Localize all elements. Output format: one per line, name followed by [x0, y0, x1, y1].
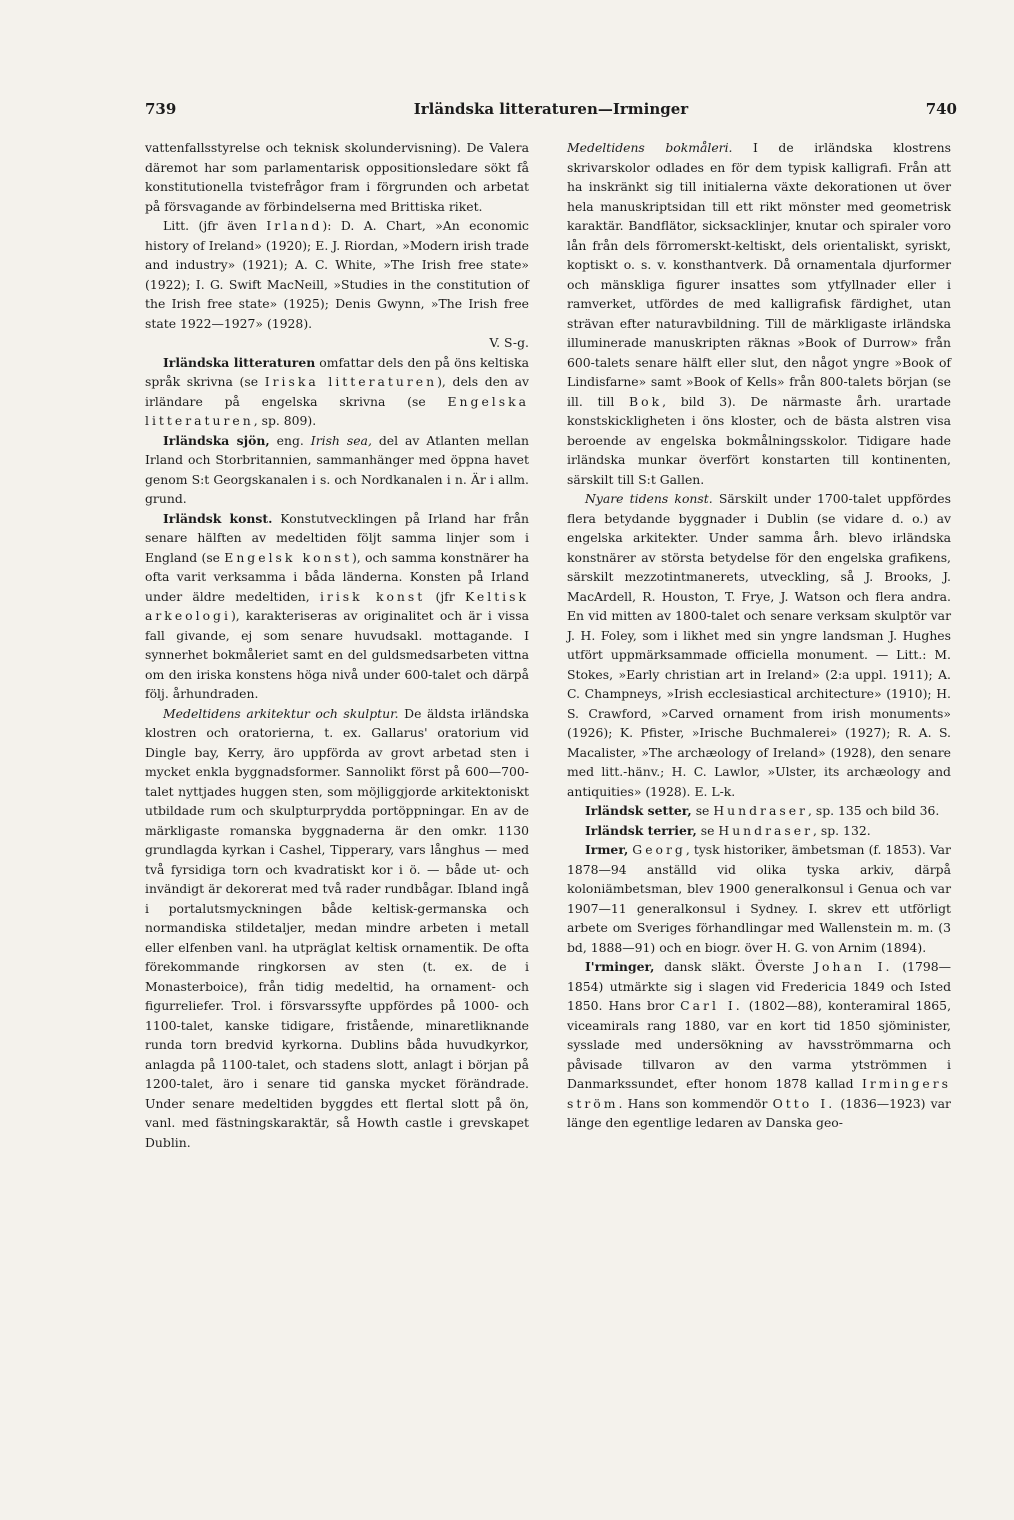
paragraph-continuation: vattenfallsstyrelse och teknisk skolundervisning). De Valera däremot har som parlamentarisk oppositionsledare sökt få konstitutionella tvistefrågor fram i förgrunden och arbetat på försvagande av förbindelserna med Brittiska riket.	[145, 140, 529, 214]
entry-headword: I'rminger,	[585, 959, 655, 974]
cross-reference: Engelsk konst	[224, 549, 352, 565]
cross-reference: Keltisk arkeologi	[145, 588, 529, 623]
entry-headword: Irländska litteraturen	[163, 354, 316, 370]
section-architecture: Medeltidens arkitektur och skulptur. De äldsta irländska klostren och oratorierna, t. ex. Gallarus' oratorium vid Dingle bay, Kerry, äro uppförda av grovt arbetad sten i mycket enkla byggnadsformer. Sannolikt först på 600—700-talet nyttjades huggen sten, som möjliggjorde arkitektoniskt utbildade rum och skulpturprydda portöppningar. En av de märkligaste romanska byggnaderna är den omkr. 1130 grundlagda kyrkan i Cashel, Tipperary, vars långhus — med två fyrsidiga torn och kvadratiskt kor i ö. — både ut- och invändigt är dekorerat med två rader rundbågar. Ibland ingå i portalutsmyckningen både keltisk-germanska och normandiska stildetaljer, medan mindre arbeten i metall eller elfenben vanl. ha utpräglat keltisk ornamentik. De ofta förekommande ringkorsen av sten (t. ex. de i Monasterboice), från tidig medeltid, ha ornament- och figurreliefer. Trol. i försvarssyfte uppfördes på 1000- och 1100-talet, kanske tidigare, fristående, minaretliknande runda torn bredvid kyrkorna. Dublins båda huvudkyrkor, anlagda på 1100-talet, och stadens slott, anlagt i början på 1200-talet, äro i senare tid ganska mycket förändrade. Under senare medeltiden byggdes ett flertal slott på ön, vanl. med fästningskaraktär, så Howth castle i grevskapet Dublin.	[145, 705, 529, 1150]
running-title: Irländska litteraturen—Irminger	[413, 100, 689, 118]
entry-headword: Irländsk setter,	[585, 803, 692, 818]
cross-reference: Hundraser	[713, 803, 808, 818]
entry-headword: Irländska sjön,	[163, 432, 270, 448]
signature: V. S-g.	[489, 335, 529, 350]
section-title: Medeltidens arkitektur och skulptur.	[163, 705, 399, 721]
cross-reference: Bok	[629, 393, 663, 409]
entry-headword: Irmer,	[585, 842, 629, 857]
entry-irlandsk-terrier: Irländsk terrier, se Hundraser, sp. 132.	[585, 822, 871, 838]
signature: E. L-k.	[694, 783, 736, 799]
entry-irlandsk-setter: Irländsk setter, se Hundraser, sp. 135 och bild 36.	[585, 803, 940, 818]
entry-irmer: Irmer, Georg, tysk historiker, ämbetsman (f. 1853). Var 1878—94 anställd vid olika tyska arkiv, därpå koloniämbetsman, blev 1900 generalkonsul i Genua och var 1907—11 generalkonsul i Sydney. I. skrev ett utförligt arbete om Sveriges förhandlingar med Wallenstein m. m. (3 bd, 1888—91) och en biogr. över H. G. von Arnim (1894).	[567, 842, 951, 955]
page-number-right: 740	[925, 100, 957, 118]
entry-headword: Irländsk konst.	[163, 510, 273, 526]
paragraph-literature: Litt. (jfr även Irland): D. A. Chart, »An economic history of Ireland» (1920); E. J. Riordan, »Modern irish trade and industry» (1921); A. C. White, »The Irish free state» (1922); I. G. Swift MacNeill, »Studies in the constitution of the Irish free state» (1925); Denis Gwynn, »The Irish free state 1922—1927» (1928).	[145, 218, 529, 331]
right-column	[567, 138, 951, 1133]
page-number-left: 739	[145, 100, 177, 118]
cross-reference: Engelska litteraturen	[145, 393, 529, 428]
entry-irlandska-litteraturen: Irländska litteraturen omfattar dels den på öns keltiska språk skrivna (se Iriska litteraturen), dels den av irländare på engelska skrivna (se Engelska litteraturen, sp. 809).	[145, 354, 530, 428]
section-title: Medeltidens bokmåleri.	[567, 140, 733, 155]
entry-irminger: I'rminger, dansk släkt. Överste Johan I. (1798—1854) utmärkte sig i slagen vid Fredericia 1849 och Isted 1850. Hans bror Carl I. (1802—88), konteramiral 1865, viceamirals rang 1880, var en kort tid 1850 sjöminister, sysslade med undersökning av havsströmmarna och påvisade tillvaron av den varma ytströmmen i Danmarkssundet, efter honom 1878 kallad Irmingers ström. Hans son kommendör Otto I. (1836—1923) var länge den egentlige ledaren av Danska geo-	[567, 959, 952, 1130]
left-column	[145, 138, 529, 1152]
section-modern-art: Nyare tidens konst. Särskilt under 1700-talet uppfördes flera betydande byggnader i Dublin (se vidare d. o.) av engelska arkitekter. Under samma årh. blevo irländska konstnärer av största betydelse för den engelska grafikens, särskilt mezzotintmanerets, utveckling, så J. Brooks, J. MacArdell, R. Houston, T. Frye, J. Watson och flera andra. En vid mitten av 1800-talet och senare verksam skulptör var J. H. Foley, som i likhet med sin yngre landsman J. Hughes utfört uppmärksammade officiella monument. — Litt.: M. Stokes, »Early christian art in Ireland» (2:a uppl. 1911); A. C. Champneys, »Irish ecclesiastical architecture» (1910); H. S. Crawford, »Carved ornament from irish monuments» (1926); K. Pfister, »Irische Buchmalerei» (1927); R. A. S. Macalister, »The archæology of Ireland» (1928), den senare med litt.-hänv.; H. C. Lawlor, »Ulster, its archæology and antiquities» (1928). E. L-k.	[567, 491, 951, 799]
section-book-painting: Medeltidens bokmåleri. I de irländska klostrens skrivarskolor odlades en för dem typisk kalligrafi. Från att ha inskränkt sig till initialerna växte dekorationen ut över hela manuskriptsidan till ett rikt mönster med geometrisk karaktär. Bandflätor, sicksacklinjer, knutar och spiraler voro lån från dels förromerskt-keltiskt, dels orientaliskt, syriskt, koptiskt o. s. v. konsthantverk. Då ornamentala djurformer och mänskliga figurer insattes som ytfyllnader eller i ramverket, utfördes de med kalligrafisk färdighet, utan strävan efter naturavbildning. Till de märkligaste irländska illuminerade manuskripten räknas »Book of Durrow» från 600-talets senare hälft eller slut, den något yngre »Book of Lindisfarne» samt »Book of Kells» från 800-talets början (se ill. till Bok, bild 3). De närmaste årh. urartade konstskickligheten i öns kloster, och de bästa alstren visa beroende av engelska bokmålningsskolor. Tidigare hade irländska munkar överfört konstarten till kontinenten, särskilt till S:t Gallen.	[567, 140, 952, 487]
entry-headword: Irländsk terrier,	[585, 822, 697, 838]
section-title: Nyare tidens konst.	[585, 491, 713, 506]
cross-reference: Iriska litteraturen	[264, 374, 438, 389]
page-header	[145, 100, 957, 122]
entry-irlandsk-konst: Irländsk konst. Konstutvecklingen på Irland har från senare hälften av medeltiden följt samma linjer som i England (se Engelsk konst), och samma konstnärer ha ofta varit verksamma i båda länderna. Konsten på Irland under äldre medeltiden, irisk konst (jfr Keltisk arkeologi), karakteriseras av originalitet och är i vissa fall givande, ej som senare huvudsakl. mottagande. I synnerhet bokmåleriet samt en del guldsmedsarbeten vittna om den iriska konstens höga nivå under 600-talet och därpå följ. århundraden.	[145, 510, 529, 701]
entry-irlandska-sjon: Irländska sjön, eng. Irish sea, del av Atlanten mellan Irland och Storbritannien, sammanhänger med öppna havet genom S:t Georgskanalen i s. och Nordkanalen i n. Är i allm. grund.	[145, 432, 530, 506]
cross-reference: Hundraser	[718, 822, 814, 838]
